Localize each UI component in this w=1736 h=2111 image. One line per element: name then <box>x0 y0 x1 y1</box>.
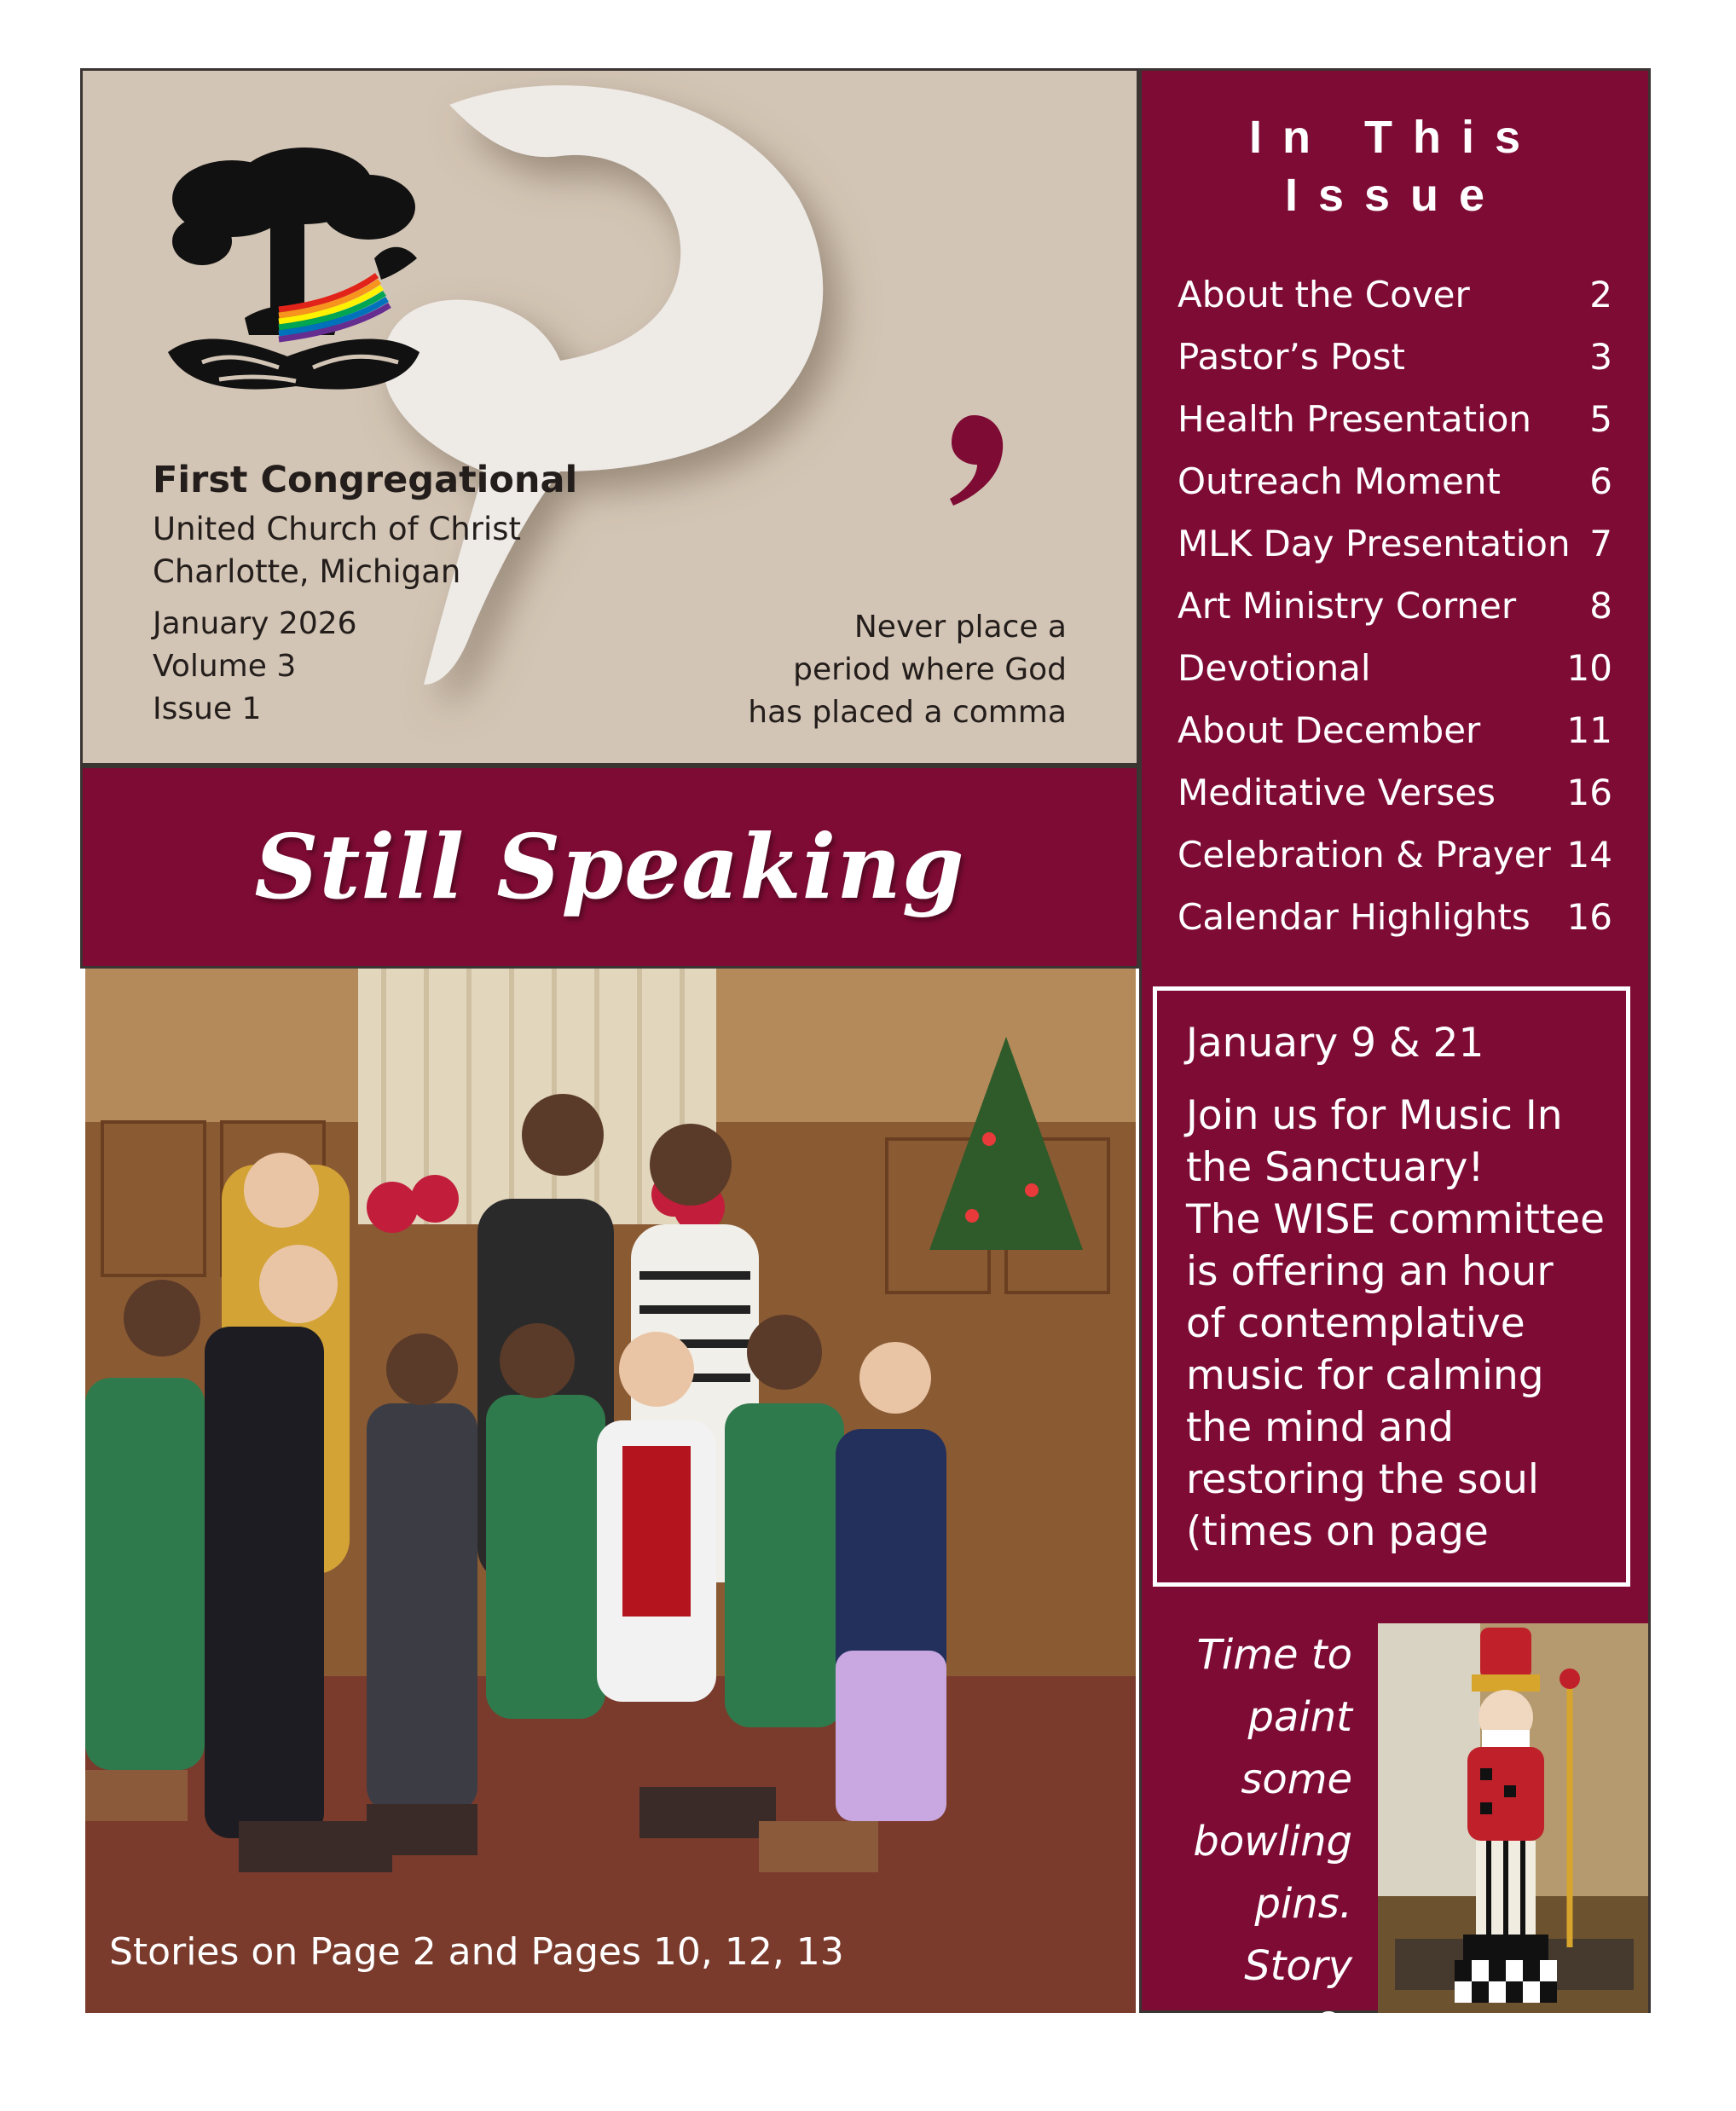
event-date: January 9 & 21 <box>1186 1020 1484 1067</box>
toc-item[interactable] <box>1178 709 1612 761</box>
newsletter-title: Still Speaking <box>254 814 965 919</box>
toc-item[interactable] <box>1178 398 1612 449</box>
paint-pins-teaser: Time to paint some bowling pins. Story page 8. <box>1193 1631 1352 2052</box>
toc-item[interactable] <box>1178 460 1612 512</box>
toc-item-label: Calendar Highlights <box>1178 896 1531 938</box>
org-location: Charlotte, Michigan <box>153 553 461 590</box>
issue-date: January 2026 <box>153 606 357 641</box>
toc-item-label: About December <box>1178 709 1481 751</box>
toc-item-page: 3 <box>1589 336 1612 378</box>
toc-item-page: 8 <box>1589 585 1612 627</box>
comma-icon <box>940 410 1008 512</box>
org-name: First Congregational <box>153 459 578 501</box>
toc-title: In This Issue <box>1249 112 1541 221</box>
tree-of-life-logo-icon <box>151 139 441 429</box>
title-banner <box>80 766 1139 969</box>
toc-item-label: Health Presentation <box>1178 398 1532 440</box>
toc-item-page: 11 <box>1566 709 1612 751</box>
toc-item-page: 16 <box>1566 772 1612 813</box>
toc-item[interactable] <box>1178 647 1612 698</box>
toc-item-label: Devotional <box>1178 647 1371 689</box>
motto-text: Never place a period where God has placed a comma <box>748 610 1067 730</box>
toc-item-page: 6 <box>1589 460 1612 502</box>
toc-item-page: 7 <box>1589 523 1612 564</box>
toc-item-label: Pastor’s Post <box>1178 336 1405 378</box>
org-denomination: United Church of Christ <box>153 511 522 547</box>
issue-volume: Volume 3 <box>153 649 297 684</box>
toc-item-page: 2 <box>1589 274 1612 315</box>
toc-item[interactable] <box>1178 336 1612 387</box>
toc-item-page: 10 <box>1566 647 1612 689</box>
issue-number: Issue 1 <box>153 691 262 726</box>
toc-item-page: 5 <box>1589 398 1612 440</box>
toc-item[interactable] <box>1178 523 1612 574</box>
masthead-panel <box>80 68 1139 766</box>
toc-item-label: About the Cover <box>1178 274 1470 315</box>
cover-photo <box>85 969 1136 2013</box>
toc-item[interactable] <box>1178 834 1612 885</box>
toc-item-page: 16 <box>1566 896 1612 938</box>
toc-item[interactable] <box>1178 274 1612 325</box>
event-announcement-box <box>1153 986 1630 1587</box>
toc-item-label: Meditative Verses <box>1178 772 1496 813</box>
nutcracker-illustration <box>1378 1623 1648 2013</box>
toc-item-label: Outreach Moment <box>1178 460 1501 502</box>
toc-item-page: 14 <box>1566 834 1612 876</box>
toc-item[interactable] <box>1178 585 1612 636</box>
event-description: Join us for Music In the Sanctuary! The WISE committee is offering an hour of contemplative music for calming the mind and restoring the soul (times on page <box>1186 1092 1606 1555</box>
photo-caption: Stories on Page 2 and Pages 10, 12, 13 <box>109 1930 844 1974</box>
toc-item[interactable] <box>1178 896 1612 947</box>
toc-item[interactable] <box>1178 772 1612 823</box>
toc-item-label: Art Ministry Corner <box>1178 585 1517 627</box>
nutcracker-photo <box>1378 1623 1648 2013</box>
toc-item-label: MLK Day Presentation <box>1178 523 1571 564</box>
toc-item-label: Celebration & Prayer <box>1178 834 1551 876</box>
choir-photo-illustration <box>85 969 1136 2013</box>
